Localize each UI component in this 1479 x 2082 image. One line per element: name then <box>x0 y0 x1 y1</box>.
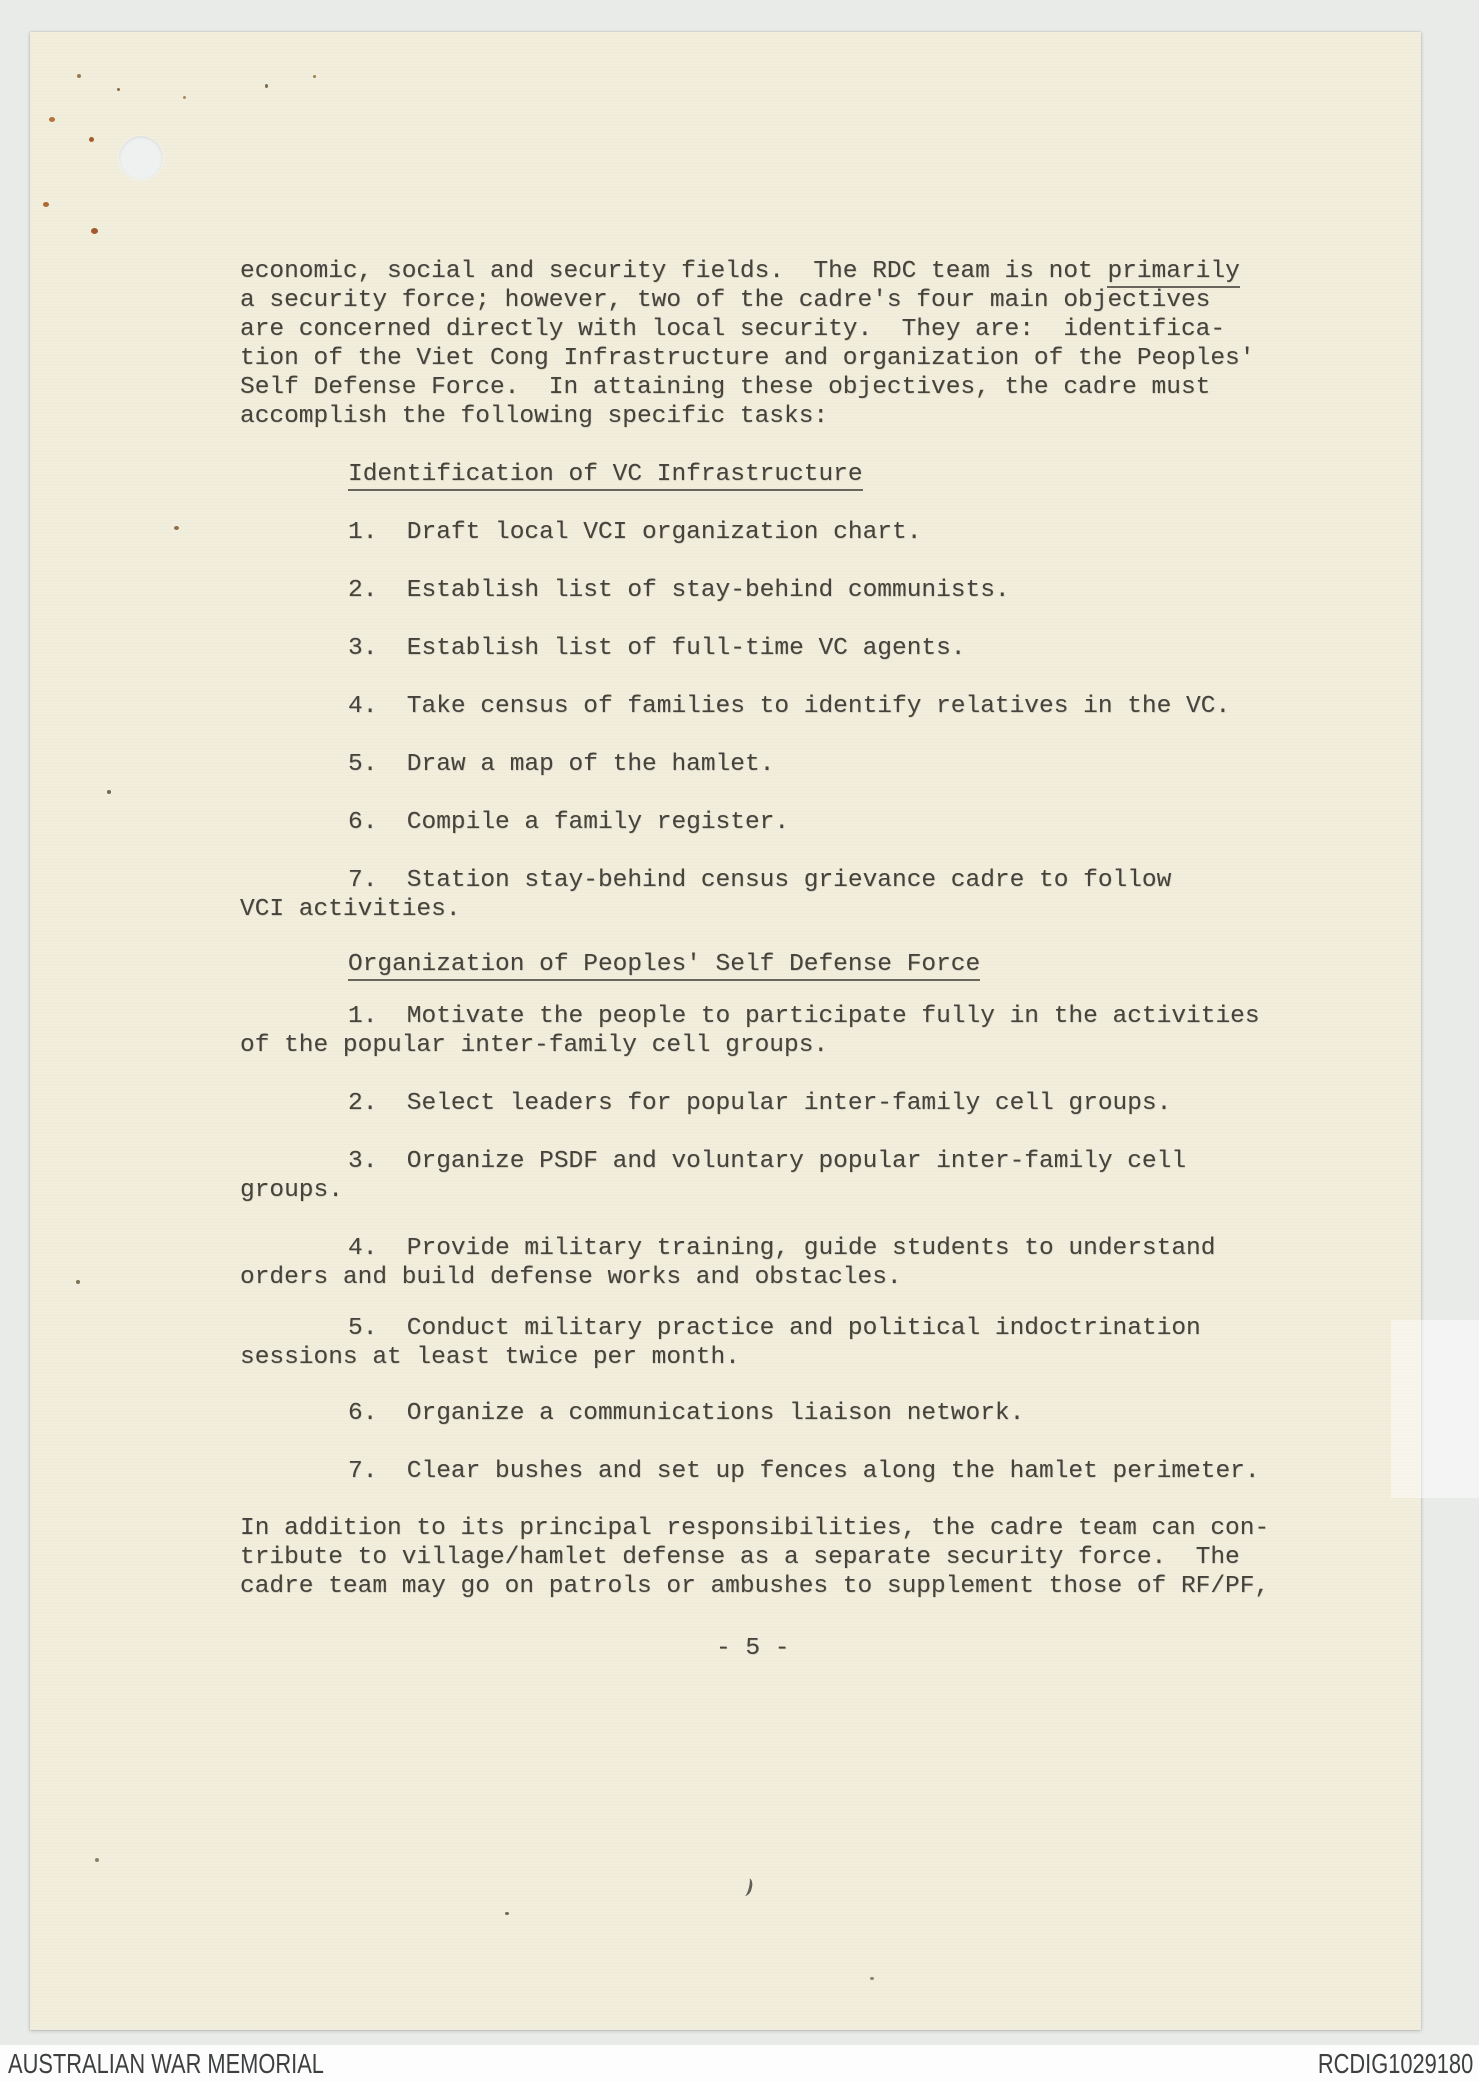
archive-reference-id: RCDIG1029180 <box>1317 2047 1473 2079</box>
paper-speck <box>505 1912 509 1915</box>
section-heading-text: Organization of Peoples' Self Defense Force <box>348 951 980 981</box>
list-item: 7. Clear bushes and set up fences along the hamlet perimeter. <box>348 1458 1260 1485</box>
intro-line-text: economic, social and security fields. The RDC team is not <box>240 258 1108 285</box>
list-item: 4. Take census of families to identify relatives in the VC. <box>348 693 1231 720</box>
closing-line: tribute to village/hamlet defense as a separate security force. The <box>240 1544 1240 1571</box>
paper-speck <box>95 1858 99 1862</box>
list-item: 5. Conduct military practice and political indoctrination <box>348 1315 1201 1342</box>
list-item-continuation: VCI activities. <box>240 896 461 923</box>
archive-footer <box>0 2045 1479 2082</box>
closing-line: cadre team may go on patrols or ambushes to supplement those of RF/PF, <box>240 1573 1270 1600</box>
list-item: 1. Motivate the people to participate fully in the activities <box>348 1003 1260 1030</box>
paper-speck <box>117 88 120 91</box>
scan-artifact <box>1391 1320 1479 1498</box>
document-page <box>30 32 1421 2030</box>
paper-speck <box>43 202 49 207</box>
underlined-word: primarily <box>1107 258 1239 288</box>
paper-speck <box>91 228 98 234</box>
list-item: 3. Organize PSDF and voluntary popular inter-family cell <box>348 1148 1187 1175</box>
list-item: 2. Establish list of stay-behind communists. <box>348 577 1010 604</box>
paper-speck <box>265 84 268 88</box>
list-item: 2. Select leaders for popular inter-family cell groups. <box>348 1090 1172 1117</box>
list-item: 6. Compile a family register. <box>348 809 790 836</box>
list-item-continuation: of the popular inter-family cell groups. <box>240 1032 829 1059</box>
section-heading-psdf <box>348 950 980 979</box>
paper-speck <box>49 117 55 122</box>
intro-line <box>240 257 1240 286</box>
paper-speck <box>76 1280 80 1284</box>
section-heading-vci <box>348 460 863 489</box>
intro-line: are concerned directly with local security. They are: identifica- <box>240 316 1226 343</box>
paper-speck <box>174 526 179 530</box>
paper-speck <box>89 137 94 142</box>
list-item: 5. Draw a map of the hamlet. <box>348 751 775 778</box>
archive-name: AUSTRALIAN WAR MEMORIAL <box>8 2047 324 2079</box>
intro-line: tion of the Viet Cong Infrastructure and organization of the Peoples' <box>240 345 1255 372</box>
closing-line: In addition to its principal responsibilities, the cadre team can con- <box>240 1515 1270 1542</box>
intro-line: accomplish the following specific tasks: <box>240 403 829 430</box>
list-item: 1. Draft local VCI organization chart. <box>348 519 922 546</box>
list-item-continuation: groups. <box>240 1177 343 1204</box>
punch-hole <box>119 136 163 180</box>
paper-speck <box>107 790 111 794</box>
list-item: 4. Provide military training, guide students to understand <box>348 1235 1216 1262</box>
page-number: - 5 - <box>716 1635 790 1662</box>
stray-ink-mark <box>740 1877 754 1897</box>
list-item: 6. Organize a communications liaison network. <box>348 1400 1025 1427</box>
list-item: 7. Station stay-behind census grievance cadre to follow <box>348 867 1172 894</box>
paper-speck <box>870 1977 874 1980</box>
list-item-continuation: sessions at least twice per month. <box>240 1344 740 1371</box>
paper-speck <box>313 75 316 78</box>
paper-speck <box>183 96 186 99</box>
list-item: 3. Establish list of full-time VC agents. <box>348 635 966 662</box>
paper-speck <box>77 74 81 78</box>
intro-line: Self Defense Force. In attaining these objectives, the cadre must <box>240 374 1211 401</box>
intro-line: a security force; however, two of the cadre's four main objectives <box>240 287 1211 314</box>
section-heading-text: Identification of VC Infrastructure <box>348 461 863 491</box>
list-item-continuation: orders and build defense works and obstacles. <box>240 1264 902 1291</box>
